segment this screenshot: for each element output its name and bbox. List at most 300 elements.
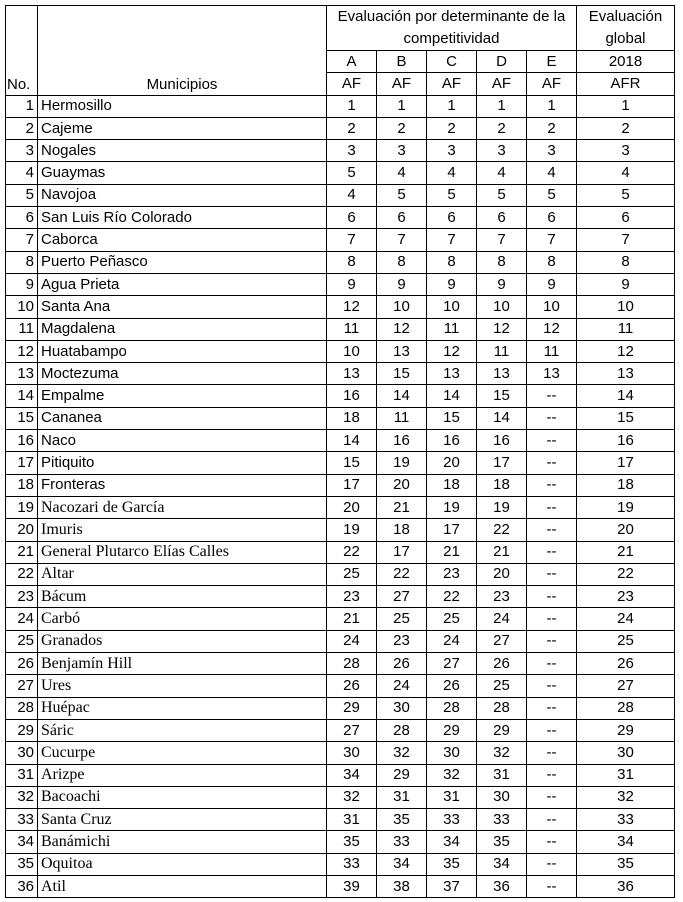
row-value-c: 28: [427, 697, 477, 719]
row-no: 21: [6, 541, 38, 563]
row-no: 20: [6, 519, 38, 541]
row-value-global: 25: [577, 630, 675, 652]
table-row: [6, 875, 675, 897]
row-value-b: 11: [377, 407, 427, 429]
row-value-global: 1: [577, 95, 675, 117]
table-row: [6, 786, 675, 808]
header-letter-a: A: [327, 51, 377, 73]
row-value-b: 2: [377, 117, 427, 139]
row-municipio: Moctezuma: [38, 363, 327, 385]
row-no: 15: [6, 407, 38, 429]
row-value-a: 2: [327, 117, 377, 139]
row-value-e: 8: [527, 251, 577, 273]
row-value-a: 34: [327, 764, 377, 786]
row-value-global: 29: [577, 719, 675, 741]
row-value-global: 10: [577, 296, 675, 318]
row-value-d: 32: [477, 742, 527, 764]
row-no: 35: [6, 853, 38, 875]
row-value-global: 13: [577, 363, 675, 385]
row-value-e: --: [527, 742, 577, 764]
table-row: [6, 474, 675, 496]
table-row: [6, 251, 675, 273]
row-municipio: Puerto Peñasco: [38, 251, 327, 273]
row-value-a: 14: [327, 430, 377, 452]
row-value-b: 34: [377, 853, 427, 875]
row-value-c: 13: [427, 363, 477, 385]
row-value-e: --: [527, 831, 577, 853]
row-municipio: Bacoachi: [38, 786, 327, 808]
row-value-d: 9: [477, 273, 527, 295]
row-value-global: 22: [577, 563, 675, 585]
row-no: 11: [6, 318, 38, 340]
row-no: 23: [6, 586, 38, 608]
row-no: 9: [6, 273, 38, 295]
row-value-c: 26: [427, 675, 477, 697]
table-row: [6, 140, 675, 162]
row-value-a: 3: [327, 140, 377, 162]
table-row: [6, 519, 675, 541]
row-no: 4: [6, 162, 38, 184]
row-value-d: 2: [477, 117, 527, 139]
row-value-e: 3: [527, 140, 577, 162]
row-value-a: 35: [327, 831, 377, 853]
row-value-global: 34: [577, 831, 675, 853]
header-sub-b: AF: [377, 73, 427, 95]
row-value-c: 12: [427, 340, 477, 362]
row-value-global: 9: [577, 273, 675, 295]
row-value-d: 6: [477, 207, 527, 229]
row-value-a: 31: [327, 809, 377, 831]
row-value-e: --: [527, 452, 577, 474]
row-no: 13: [6, 363, 38, 385]
row-value-c: 33: [427, 809, 477, 831]
row-municipio: Nacozari de García: [38, 496, 327, 518]
row-value-b: 4: [377, 162, 427, 184]
header-municipios-label: Municipios: [146, 75, 218, 93]
row-value-global: 11: [577, 318, 675, 340]
row-no: 5: [6, 184, 38, 206]
row-value-global: 2: [577, 117, 675, 139]
row-no: 7: [6, 229, 38, 251]
row-no: 25: [6, 630, 38, 652]
row-value-b: 17: [377, 541, 427, 563]
row-value-a: 5: [327, 162, 377, 184]
row-value-global: 5: [577, 184, 675, 206]
row-value-d: 31: [477, 764, 527, 786]
row-value-e: --: [527, 563, 577, 585]
table-row: [6, 363, 675, 385]
row-value-global: 33: [577, 809, 675, 831]
row-value-e: 13: [527, 363, 577, 385]
row-value-b: 1: [377, 95, 427, 117]
row-value-e: --: [527, 385, 577, 407]
row-value-a: 13: [327, 363, 377, 385]
row-value-b: 38: [377, 875, 427, 897]
row-value-a: 10: [327, 340, 377, 362]
row-value-a: 22: [327, 541, 377, 563]
row-value-b: 33: [377, 831, 427, 853]
row-value-e: 10: [527, 296, 577, 318]
row-municipio: San Luis Río Colorado: [38, 207, 327, 229]
row-value-global: 30: [577, 742, 675, 764]
header-sub-e: AF: [527, 73, 577, 95]
table-row: [6, 697, 675, 719]
row-value-c: 15: [427, 407, 477, 429]
row-value-a: 9: [327, 273, 377, 295]
row-value-e: 12: [527, 318, 577, 340]
row-municipio: Cajeme: [38, 117, 327, 139]
row-value-c: 32: [427, 764, 477, 786]
row-value-global: 28: [577, 697, 675, 719]
row-value-a: 30: [327, 742, 377, 764]
row-value-d: 12: [477, 318, 527, 340]
row-value-d: 1: [477, 95, 527, 117]
row-municipio: Naco: [38, 430, 327, 452]
row-value-a: 11: [327, 318, 377, 340]
row-value-b: 20: [377, 474, 427, 496]
row-value-d: 28: [477, 697, 527, 719]
row-municipio: Santa Ana: [38, 296, 327, 318]
row-municipio: Hermosillo: [38, 95, 327, 117]
row-value-d: 15: [477, 385, 527, 407]
row-value-global: 17: [577, 452, 675, 474]
row-value-a: 39: [327, 875, 377, 897]
row-value-b: 23: [377, 630, 427, 652]
row-value-d: 35: [477, 831, 527, 853]
row-municipio: Bácum: [38, 586, 327, 608]
row-value-b: 29: [377, 764, 427, 786]
row-no: 30: [6, 742, 38, 764]
row-value-a: 19: [327, 519, 377, 541]
row-no: 10: [6, 296, 38, 318]
row-value-d: 23: [477, 586, 527, 608]
table-row: [6, 496, 675, 518]
header-sub-d: AF: [477, 73, 527, 95]
row-value-e: --: [527, 786, 577, 808]
row-value-c: 29: [427, 719, 477, 741]
row-value-b: 9: [377, 273, 427, 295]
row-value-c: 14: [427, 385, 477, 407]
row-value-a: 4: [327, 184, 377, 206]
table-row: [6, 385, 675, 407]
row-value-d: 11: [477, 340, 527, 362]
row-value-d: 18: [477, 474, 527, 496]
row-municipio: Huépac: [38, 697, 327, 719]
header-no: [6, 6, 38, 96]
table-row: [6, 742, 675, 764]
table-row: [6, 430, 675, 452]
row-value-e: 7: [527, 229, 577, 251]
row-municipio: Navojoa: [38, 184, 327, 206]
row-value-b: 18: [377, 519, 427, 541]
row-value-e: --: [527, 586, 577, 608]
row-no: 33: [6, 809, 38, 831]
row-no: 31: [6, 764, 38, 786]
row-value-b: 10: [377, 296, 427, 318]
row-value-b: 21: [377, 496, 427, 518]
row-no: 12: [6, 340, 38, 362]
row-value-d: 36: [477, 875, 527, 897]
row-value-b: 14: [377, 385, 427, 407]
row-value-a: 6: [327, 207, 377, 229]
row-municipio: Arizpe: [38, 764, 327, 786]
table-row: [6, 675, 675, 697]
row-value-b: 30: [377, 697, 427, 719]
row-value-e: --: [527, 675, 577, 697]
row-value-global: 24: [577, 608, 675, 630]
row-no: 28: [6, 697, 38, 719]
header-global-sub: AFR: [577, 73, 675, 95]
row-municipio: Carbó: [38, 608, 327, 630]
row-value-a: 33: [327, 853, 377, 875]
row-value-c: 37: [427, 875, 477, 897]
row-value-e: --: [527, 653, 577, 675]
row-no: 14: [6, 385, 38, 407]
row-value-global: 4: [577, 162, 675, 184]
row-value-global: 21: [577, 541, 675, 563]
row-value-c: 20: [427, 452, 477, 474]
row-municipio: Santa Cruz: [38, 809, 327, 831]
table-row: [6, 162, 675, 184]
table-row: [6, 184, 675, 206]
row-value-d: 22: [477, 519, 527, 541]
row-value-e: --: [527, 474, 577, 496]
header-letter-e: E: [527, 51, 577, 73]
row-municipio: Magdalena: [38, 318, 327, 340]
row-no: 26: [6, 653, 38, 675]
row-value-a: 12: [327, 296, 377, 318]
row-municipio: Caborca: [38, 229, 327, 251]
row-value-e: --: [527, 809, 577, 831]
row-value-global: 14: [577, 385, 675, 407]
table-row: [6, 117, 675, 139]
row-no: 34: [6, 831, 38, 853]
row-value-d: 10: [477, 296, 527, 318]
row-municipio: Guaymas: [38, 162, 327, 184]
row-value-c: 18: [427, 474, 477, 496]
row-value-c: 25: [427, 608, 477, 630]
row-municipio: Fronteras: [38, 474, 327, 496]
row-value-c: 30: [427, 742, 477, 764]
row-value-global: 26: [577, 653, 675, 675]
row-no: 1: [6, 95, 38, 117]
row-value-c: 17: [427, 519, 477, 541]
row-value-e: --: [527, 764, 577, 786]
row-value-e: --: [527, 875, 577, 897]
row-municipio: Pitiquito: [38, 452, 327, 474]
row-value-c: 31: [427, 786, 477, 808]
row-value-b: 19: [377, 452, 427, 474]
row-municipio: Altar: [38, 563, 327, 585]
row-municipio: Atil: [38, 875, 327, 897]
row-value-b: 6: [377, 207, 427, 229]
row-value-b: 7: [377, 229, 427, 251]
table-row: [6, 809, 675, 831]
row-value-global: 16: [577, 430, 675, 452]
row-value-d: 30: [477, 786, 527, 808]
row-value-a: 8: [327, 251, 377, 273]
row-value-global: 32: [577, 786, 675, 808]
row-value-b: 26: [377, 653, 427, 675]
row-value-b: 13: [377, 340, 427, 362]
row-value-b: 31: [377, 786, 427, 808]
competitiveness-table-container: [5, 5, 675, 898]
row-value-a: 1: [327, 95, 377, 117]
row-value-a: 24: [327, 630, 377, 652]
table-row: [6, 764, 675, 786]
table-row: [6, 207, 675, 229]
row-value-a: 23: [327, 586, 377, 608]
row-value-global: 15: [577, 407, 675, 429]
row-value-e: --: [527, 407, 577, 429]
row-value-b: 12: [377, 318, 427, 340]
row-value-a: 25: [327, 563, 377, 585]
row-no: 3: [6, 140, 38, 162]
row-value-e: 4: [527, 162, 577, 184]
row-value-b: 27: [377, 586, 427, 608]
row-value-c: 1: [427, 95, 477, 117]
row-value-b: 25: [377, 608, 427, 630]
row-value-d: 3: [477, 140, 527, 162]
table-row: [6, 407, 675, 429]
row-value-a: 20: [327, 496, 377, 518]
row-value-d: 8: [477, 251, 527, 273]
row-municipio: Benjamín Hill: [38, 653, 327, 675]
table-row: [6, 853, 675, 875]
row-value-d: 5: [477, 184, 527, 206]
row-value-d: 20: [477, 563, 527, 585]
row-value-global: 35: [577, 853, 675, 875]
row-value-b: 8: [377, 251, 427, 273]
row-value-d: 7: [477, 229, 527, 251]
row-municipio: Cananea: [38, 407, 327, 429]
row-no: 16: [6, 430, 38, 452]
row-no: 18: [6, 474, 38, 496]
competitiveness-table: [5, 5, 675, 898]
row-value-c: 16: [427, 430, 477, 452]
row-value-c: 7: [427, 229, 477, 251]
row-value-e: 9: [527, 273, 577, 295]
row-municipio: Sáric: [38, 719, 327, 741]
table-row: [6, 719, 675, 741]
table-row: [6, 831, 675, 853]
table-row: [6, 630, 675, 652]
row-value-b: 5: [377, 184, 427, 206]
row-no: 29: [6, 719, 38, 741]
row-no: 2: [6, 117, 38, 139]
row-value-b: 35: [377, 809, 427, 831]
row-value-a: 27: [327, 719, 377, 741]
table-row: [6, 653, 675, 675]
row-value-b: 3: [377, 140, 427, 162]
row-value-d: 17: [477, 452, 527, 474]
row-value-c: 10: [427, 296, 477, 318]
header-global-year: 2018: [577, 51, 675, 73]
header-sub-c: AF: [427, 73, 477, 95]
row-value-e: 1: [527, 95, 577, 117]
row-no: 22: [6, 563, 38, 585]
row-value-d: 25: [477, 675, 527, 697]
row-value-e: --: [527, 719, 577, 741]
table-row: [6, 452, 675, 474]
row-no: 27: [6, 675, 38, 697]
row-value-d: 19: [477, 496, 527, 518]
header-letter-d: D: [477, 51, 527, 73]
row-value-d: 27: [477, 630, 527, 652]
row-value-c: 3: [427, 140, 477, 162]
row-value-a: 17: [327, 474, 377, 496]
row-value-global: 18: [577, 474, 675, 496]
row-value-c: 34: [427, 831, 477, 853]
row-value-e: --: [527, 697, 577, 719]
row-value-c: 23: [427, 563, 477, 585]
row-value-d: 21: [477, 541, 527, 563]
row-value-d: 24: [477, 608, 527, 630]
table-body: [6, 95, 675, 898]
row-municipio: Cucurpe: [38, 742, 327, 764]
row-no: 8: [6, 251, 38, 273]
header-letter-b: B: [377, 51, 427, 73]
row-value-global: 36: [577, 875, 675, 897]
row-value-a: 18: [327, 407, 377, 429]
row-municipio: General Plutarco Elías Calles: [38, 541, 327, 563]
row-value-d: 29: [477, 719, 527, 741]
row-municipio: Banámichi: [38, 831, 327, 853]
row-value-e: --: [527, 519, 577, 541]
row-value-e: 6: [527, 207, 577, 229]
table-row: [6, 95, 675, 117]
header-global-title: Evaluación global: [577, 6, 675, 51]
row-municipio: Granados: [38, 630, 327, 652]
row-no: 32: [6, 786, 38, 808]
header-determinant-title: Evaluación por determinante de la competitividad: [327, 6, 577, 51]
row-value-c: 19: [427, 496, 477, 518]
row-value-c: 9: [427, 273, 477, 295]
row-municipio: Agua Prieta: [38, 273, 327, 295]
row-value-c: 24: [427, 630, 477, 652]
row-value-e: --: [527, 496, 577, 518]
row-municipio: Ures: [38, 675, 327, 697]
row-value-d: 13: [477, 363, 527, 385]
row-value-a: 26: [327, 675, 377, 697]
row-value-b: 32: [377, 742, 427, 764]
row-value-e: 5: [527, 184, 577, 206]
row-value-c: 27: [427, 653, 477, 675]
row-value-b: 28: [377, 719, 427, 741]
row-value-c: 22: [427, 586, 477, 608]
row-value-c: 8: [427, 251, 477, 273]
row-value-a: 15: [327, 452, 377, 474]
header-municipios: [38, 6, 327, 96]
row-value-global: 7: [577, 229, 675, 251]
row-value-global: 3: [577, 140, 675, 162]
row-value-c: 35: [427, 853, 477, 875]
table-row: [6, 296, 675, 318]
row-municipio: Oquitoa: [38, 853, 327, 875]
row-value-d: 33: [477, 809, 527, 831]
row-value-c: 11: [427, 318, 477, 340]
row-no: 24: [6, 608, 38, 630]
row-value-e: --: [527, 630, 577, 652]
row-value-d: 4: [477, 162, 527, 184]
row-value-b: 24: [377, 675, 427, 697]
row-value-e: --: [527, 541, 577, 563]
table-row: [6, 541, 675, 563]
row-value-d: 34: [477, 853, 527, 875]
row-value-global: 20: [577, 519, 675, 541]
header-sub-a: AF: [327, 73, 377, 95]
row-value-c: 2: [427, 117, 477, 139]
